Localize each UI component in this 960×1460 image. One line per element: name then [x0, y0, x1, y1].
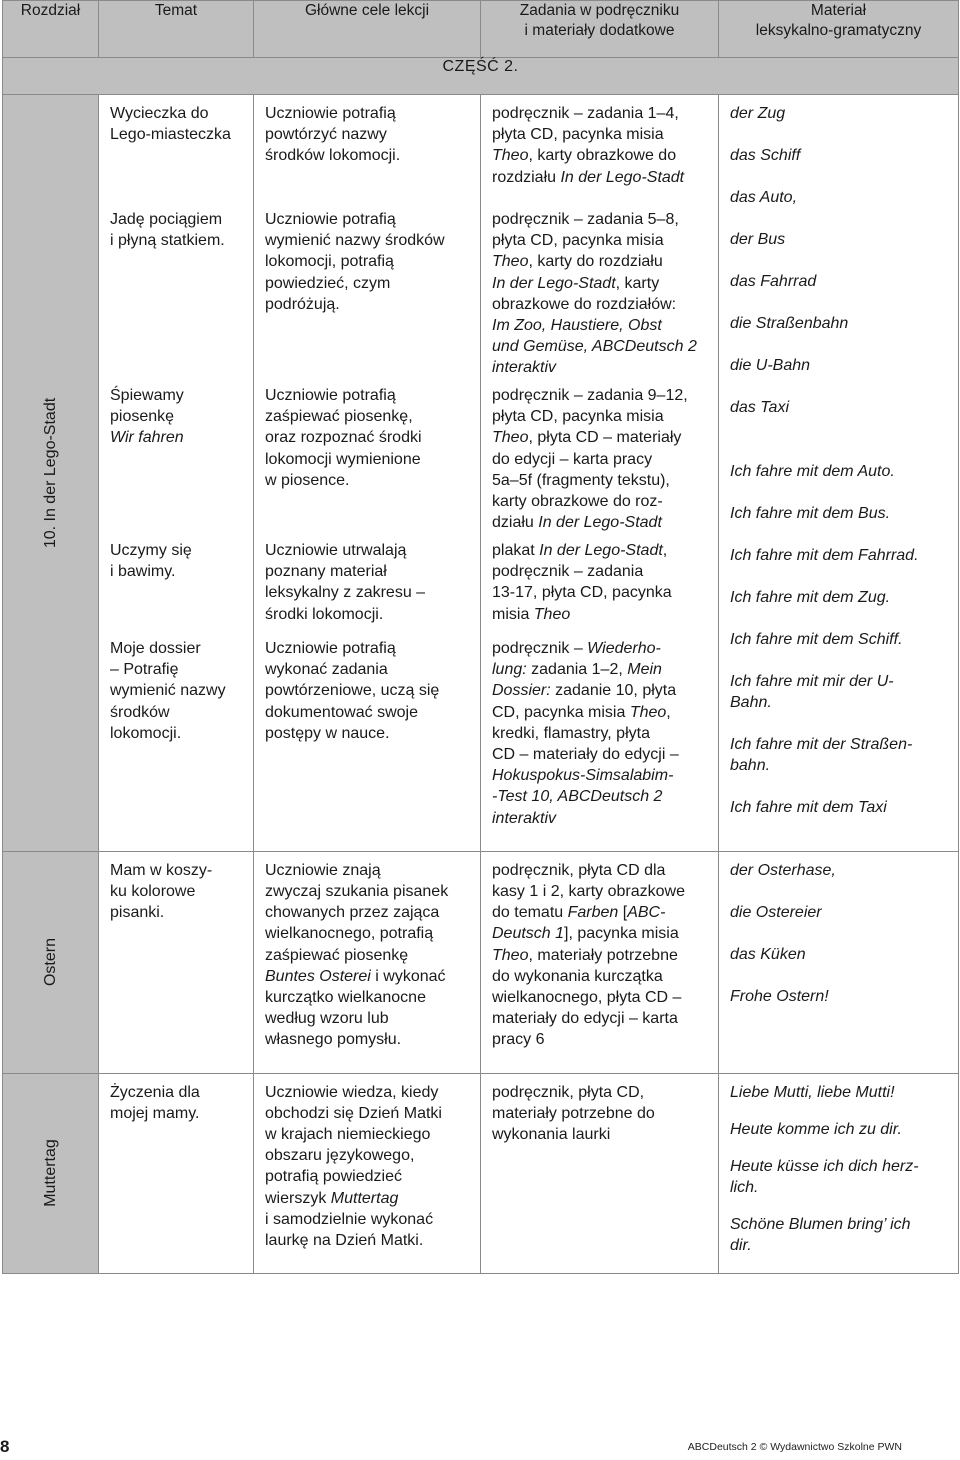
vocab-item: das Taxi: [730, 399, 789, 416]
vocab-list: [730, 103, 948, 818]
zadania-1-a: podręcznik – zadania 1–4, płyta CD, pacynka misia: [492, 105, 679, 144]
vocab-item: Heute komme ich zu dir.: [730, 1120, 902, 1138]
cele-ostern-c: i wykonać kurczątko wielkanocne według wzoru lub własnego pomysłu.: [265, 967, 446, 1049]
vocab-item: Ich fahre mit der Straßen- bahn.: [730, 736, 913, 774]
vocab-item: die Straßenbahn: [730, 315, 849, 332]
section-label-cell: [3, 1073, 99, 1274]
section-lego-stadt: [3, 95, 959, 852]
cele-ostern-a: Uczniowie znają zwyczaj szukania pisanek chowanych przez zająca wielkanocnego, potrafią zaśpiewać piosenkę: [265, 861, 449, 964]
header-cele: Główne cele lekcji: [254, 1, 481, 58]
zadania-5: [492, 638, 708, 829]
vocab-item: die Ostereier: [730, 903, 822, 921]
cele-2: Uczniowie potrafią wymienić nazwy środków lokomocji, potrafią powiedzieć, czym podróżują.: [265, 211, 445, 313]
cele-ostern: [265, 860, 470, 1051]
zadania-2: [492, 209, 708, 377]
zadania-2-b: Theo: [492, 253, 529, 271]
zadania-1: [492, 103, 708, 187]
zadania-2-c: , karty do rozdziału: [528, 253, 663, 271]
zadania-2-d: In der Lego-Stadt: [492, 274, 616, 292]
temat-2: Jadę pociągiem i płyną statkiem.: [110, 211, 225, 250]
temat-cell: [99, 1073, 254, 1274]
cele-cell: [254, 851, 481, 1073]
header-zadania: Zadania w podręczniku i materiały dodatkowe: [481, 1, 719, 58]
zadania-ostern: [492, 860, 708, 1051]
section-ostern: [3, 851, 959, 1073]
temat-4: Uczymy się i bawimy.: [110, 542, 192, 581]
header-material: Materiał leksykalno-gramatyczny: [719, 1, 959, 58]
zadania-5-h: Hokuspokus-Simsalabim- -Test 10, ABCDeutsch 2 interaktiv: [492, 767, 674, 827]
cele-muttertag-b: Muttertag: [330, 1189, 399, 1207]
section-label: Muttertag: [41, 1139, 59, 1208]
temat-1: Wycieczka do Lego-miasteczka: [110, 105, 231, 144]
cele-ostern-b: Buntes Osterei: [265, 967, 371, 985]
zadania-2-e: , karty obrazkowe do rozdziałów:: [492, 274, 677, 313]
zadania-4: [492, 540, 708, 626]
vocab-column: [719, 95, 959, 852]
cele-muttertag-a: Uczniowie wiedza, kiedy obchodzi się Dzień Matki w krajach niemieckiego obszaru językowego, potrafią powiedzieć wierszyk: [265, 1083, 442, 1207]
zadania-4-a: plakat: [492, 542, 540, 559]
cele-1: Uczniowie potrafią powtórzyć nazwy środków lokomocji.: [265, 105, 401, 165]
page-number: 8: [0, 1437, 10, 1456]
vocab-item: die U-Bahn: [730, 357, 811, 374]
cele-5: Uczniowie potrafią wykonać zadania powtórzeniowe, uczą się dokumentować swoje postępy w nauce.: [265, 640, 440, 742]
zadania-3-b: Theo: [492, 429, 529, 447]
zadania-3-c: , płyta CD – materiały do edycji – karta pracy 5a–5f (fragmenty tekstu), karty obrazkowe do roz- działu: [492, 429, 682, 532]
zadania-5-f: Theo: [629, 703, 667, 721]
part-row: [3, 58, 959, 95]
zadania-ostern-f: Theo: [492, 946, 529, 964]
section-label-cell: [3, 95, 99, 852]
vocab-item: der Zug: [730, 105, 786, 122]
zadania-5-c: zadania 1–2,: [526, 661, 628, 679]
part-label: CZĘŚĆ 2.: [3, 58, 959, 95]
lesson-plan-table: [2, 0, 959, 1274]
header-rozdzial: Rozdział: [3, 1, 99, 58]
section-label: Ostern: [41, 938, 59, 987]
zadania-ostern-a: podręcznik, płyta CD dla kasy 1 i 2, karty obrazkowe do tematu: [492, 861, 685, 922]
temat-3: [110, 385, 243, 530]
temat-3-italic: Wir fahren: [110, 429, 184, 447]
temat-muttertag: Życzenia dla mojej mamy.: [110, 1083, 200, 1122]
cele-cell: [254, 1073, 481, 1274]
vocab-item: Ich fahre mit mir der U- Bahn.: [730, 673, 894, 711]
zadania-muttertag: podręcznik, płyta CD, materiały potrzebne do wykonania laurki: [492, 1083, 655, 1144]
temat-3-text: Śpiewamy piosenkę: [110, 387, 184, 426]
zadania-ostern-g: , materiały potrzebne do wykonania kurczątka wielkanocnego, płyta CD – materiały do edycji – karta pracy 6: [492, 946, 682, 1049]
header-row: [3, 1, 959, 58]
zadania-ostern-d: ABC- Deutsch 1: [492, 904, 666, 943]
section-muttertag: [3, 1073, 959, 1274]
vocab-item: Ich fahre mit dem Zug.: [730, 589, 891, 606]
vocab-item: das Fahrrad: [730, 273, 817, 290]
zadania-3-d: In der Lego-Stadt: [538, 514, 662, 532]
temat-ostern: Mam w koszy- ku kolorowe pisanki.: [110, 861, 213, 922]
vocab-list: [730, 860, 948, 1007]
zadania-4-b: In der Lego-Stadt: [539, 542, 663, 559]
vocab-item: der Bus: [730, 231, 786, 248]
temat-5: Moje dossier – Potrafię wymienić nazwy środków lokomocji.: [110, 640, 226, 742]
cele-muttertag-c: i samodzielnie wykonać laurkę na Dzień Matki.: [265, 1210, 434, 1250]
cele-column: [254, 95, 481, 852]
cele-4: Uczniowie utrwalają poznany materiał leksykalny z zakresu – środki lokomocji.: [265, 542, 426, 623]
vocab-item: Frohe Ostern!: [730, 987, 829, 1005]
vocab-item: das Schiff: [730, 147, 801, 164]
section-label-cell: [3, 851, 99, 1073]
zadania-5-a: podręcznik –: [492, 640, 588, 657]
vocab-item: Ich fahre mit dem Schiff.: [730, 631, 903, 648]
section-label: 10. In der Lego-Stadt: [41, 397, 59, 549]
vocab-cell: [719, 1073, 959, 1274]
zadania-cell: [481, 1073, 719, 1274]
zadania-column: [481, 95, 719, 852]
vocab-item: Ich fahre mit dem Bus.: [730, 505, 891, 522]
vocab-item: Schöne Blumen bring’ ich dir.: [730, 1215, 911, 1254]
zadania-5-g: , kredki, flamastry, płyta CD – materiały do edycji –: [492, 703, 679, 764]
cele-muttertag: [265, 1082, 470, 1252]
zadania-ostern-b: Farben: [567, 904, 619, 922]
zadania-3: [492, 385, 708, 530]
header-temat: Temat: [99, 1, 254, 58]
zadania-2-a: podręcznik – zadania 5–8, płyta CD, pacynka misia: [492, 211, 679, 250]
zadania-1-d: In der Lego-Stadt: [560, 168, 685, 186]
vocab-item: der Osterhase,: [730, 861, 836, 879]
vocab-item: Ich fahre mit dem Fahrrad.: [730, 547, 919, 564]
zadania-cell: [481, 851, 719, 1073]
vocab-cell: [719, 851, 959, 1073]
zadania-1-c: , karty obrazkowe do rozdziału: [492, 147, 677, 186]
zadania-ostern-e: ], pacynka misia: [564, 925, 679, 943]
zadania-3-a: podręcznik – zadania 9–12, płyta CD, pacynka misia: [492, 387, 688, 426]
zadania-4-c: , podręcznik – zadania 13-17, płyta CD, pacynka misia: [492, 542, 672, 623]
vocab-list: [730, 1082, 948, 1256]
vocab-item: Heute küsse ich dich herz- lich.: [730, 1157, 919, 1196]
zadania-1-b: Theo: [492, 147, 529, 165]
footer-credit: ABCDeutsch 2 © Wydawnictwo Szkolne PWN: [687, 1441, 902, 1453]
temat-column: [99, 95, 254, 852]
zadania-5-b: Wiederho- lung:: [492, 640, 661, 679]
vocab-item: das Auto,: [730, 189, 798, 206]
cele-3: Uczniowie potrafią zaśpiewać piosenkę, oraz rozpoznać środki lokomocji wymienione w piosence.: [265, 387, 422, 489]
zadania-5-d: Mein Dossier:: [492, 661, 662, 700]
vocab-item: Ich fahre mit dem Taxi: [730, 799, 887, 816]
zadania-5-e: zadanie 10, płyta CD, pacynka misia: [492, 682, 677, 721]
zadania-4-d: Theo: [533, 605, 571, 623]
zadania-2-f: Im Zoo, Haustiere, Obst und Gemüse, ABCDeutsch 2 interaktiv: [492, 317, 697, 377]
vocab-item: das Küken: [730, 945, 806, 963]
vocab-item: Ich fahre mit dem Auto.: [730, 463, 895, 480]
temat-cell: [99, 851, 254, 1073]
zadania-ostern-c: [: [618, 904, 628, 922]
vocab-item: Liebe Mutti, liebe Mutti!: [730, 1083, 895, 1101]
